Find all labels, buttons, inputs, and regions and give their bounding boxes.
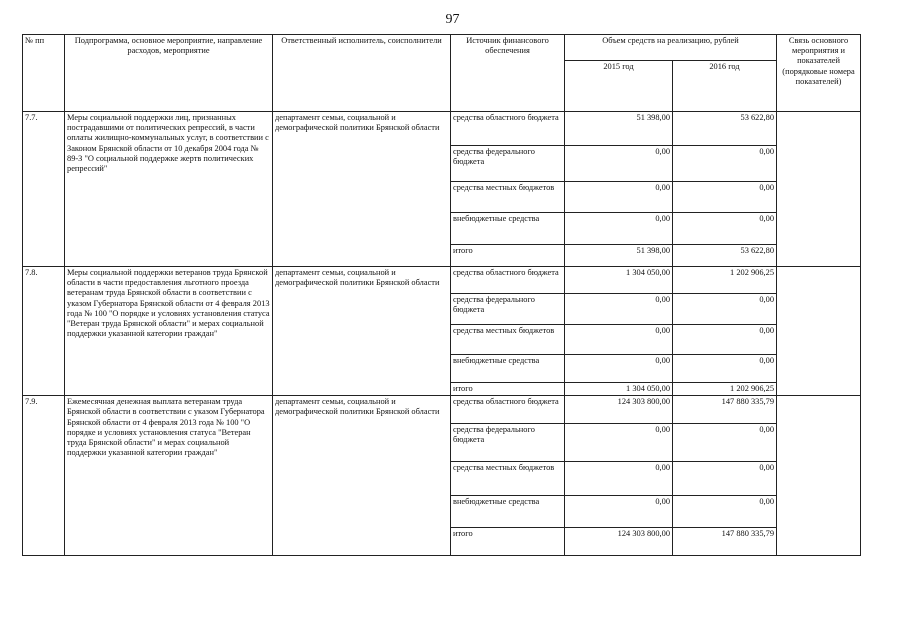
value-2015: 51 398,00 (565, 112, 673, 146)
value-2016: 0,00 (673, 182, 777, 213)
value-2016: 1 202 906,25 (673, 267, 777, 294)
source-name: средства федерального бюджета (451, 146, 565, 182)
total-2015: 51 398,00 (565, 245, 673, 267)
source-name: средства областного бюджета (451, 267, 565, 294)
value-2015: 0,00 (565, 325, 673, 355)
row-link (777, 396, 861, 556)
source-name: средства федерального бюджета (451, 424, 565, 462)
source-total: итого (451, 245, 565, 267)
source-name: внебюджетные средства (451, 496, 565, 528)
value-2016: 0,00 (673, 424, 777, 462)
source-name: средства федерального бюджета (451, 294, 565, 325)
value-2015: 0,00 (565, 462, 673, 496)
page-number: 97 (445, 12, 460, 27)
value-2015: 0,00 (565, 146, 673, 182)
value-2015: 0,00 (565, 213, 673, 245)
source-name: средства местных бюджетов (451, 182, 565, 213)
row-num: 7.7. (23, 112, 65, 267)
value-2016: 0,00 (673, 294, 777, 325)
header-volume: Объем средств на реализацию, рублей (565, 35, 777, 61)
source-total: итого (451, 383, 565, 396)
row-link (777, 267, 861, 396)
value-2016: 0,00 (673, 462, 777, 496)
source-name: средства областного бюджета (451, 396, 565, 424)
value-2015: 124 303 800,00 (565, 396, 673, 424)
header-executor: Ответственный исполнитель, соисполнители (273, 35, 451, 112)
table-row (23, 396, 861, 424)
header-link: Связь основного мероприятия и показателей (порядковые номера показателей) (777, 35, 861, 112)
table-row (23, 112, 861, 146)
source-name: средства областного бюджета (451, 112, 565, 146)
value-2015: 0,00 (565, 496, 673, 528)
header-num: № пп (23, 35, 65, 112)
source-name: внебюджетные средства (451, 355, 565, 383)
total-2016: 53 622,80 (673, 245, 777, 267)
value-2016: 0,00 (673, 325, 777, 355)
row-program: Меры социальной поддержки лиц, признанных пострадавшими от политических репрессий, в части оплаты жилищно-коммунальных услуг, в соответствии с Законом Брянской области от 10 декабря 2004 года № 89-З "О социальной поддержке жертв политических репрессий" (65, 112, 273, 267)
source-name: средства местных бюджетов (451, 325, 565, 355)
value-2016: 53 622,80 (673, 112, 777, 146)
header-year-2015: 2015 год (565, 61, 673, 112)
value-2015: 1 304 050,00 (565, 267, 673, 294)
header-program: Подпрограмма, основное мероприятие, направление расходов, мероприятие (65, 35, 273, 112)
value-2016: 147 880 335,79 (673, 396, 777, 424)
row-program: Меры социальной поддержки ветеранов труда Брянской области в части предоставления льготного проезда ветеранам труда Брянской области в соответствии с указом Губернатора Брянской области от 4 февраля 2013 года № 100 "О порядке и условиях установления статуса "Ветеран труда Брянской области" и мерах социальной поддержки указанной категории граждан" (65, 267, 273, 396)
row-program: Ежемесячная денежная выплата ветеранам труда Брянской области в соответствии с указом Губернатора Брянской области от 4 февраля 2013 года № 100 "О порядке и условиях установления статуса "Ветеран труда Брянской области" и мерах социальной поддержки указанной категории граждан" (65, 396, 273, 556)
row-link (777, 112, 861, 267)
value-2016: 0,00 (673, 146, 777, 182)
value-2015: 0,00 (565, 355, 673, 383)
budget-table (22, 34, 861, 556)
source-name: внебюджетные средства (451, 213, 565, 245)
row-executor: департамент семьи, социальной и демографической политики Брянской области (273, 112, 451, 267)
source-total: итого (451, 528, 565, 556)
source-name: средства местных бюджетов (451, 462, 565, 496)
total-2015: 124 303 800,00 (565, 528, 673, 556)
value-2016: 0,00 (673, 496, 777, 528)
row-num: 7.9. (23, 396, 65, 556)
total-2016: 147 880 335,79 (673, 528, 777, 556)
value-2015: 0,00 (565, 182, 673, 213)
value-2016: 0,00 (673, 213, 777, 245)
total-2015: 1 304 050,00 (565, 383, 673, 396)
table-row (23, 267, 861, 294)
header-source: Источник финансового обеспечения (451, 35, 565, 112)
row-executor: департамент семьи, социальной и демографической политики Брянской области (273, 396, 451, 556)
value-2016: 0,00 (673, 355, 777, 383)
row-num: 7.8. (23, 267, 65, 396)
header-year-2016: 2016 год (673, 61, 777, 112)
row-executor: департамент семьи, социальной и демографической политики Брянской области (273, 267, 451, 396)
total-2016: 1 202 906,25 (673, 383, 777, 396)
value-2015: 0,00 (565, 424, 673, 462)
value-2015: 0,00 (565, 294, 673, 325)
